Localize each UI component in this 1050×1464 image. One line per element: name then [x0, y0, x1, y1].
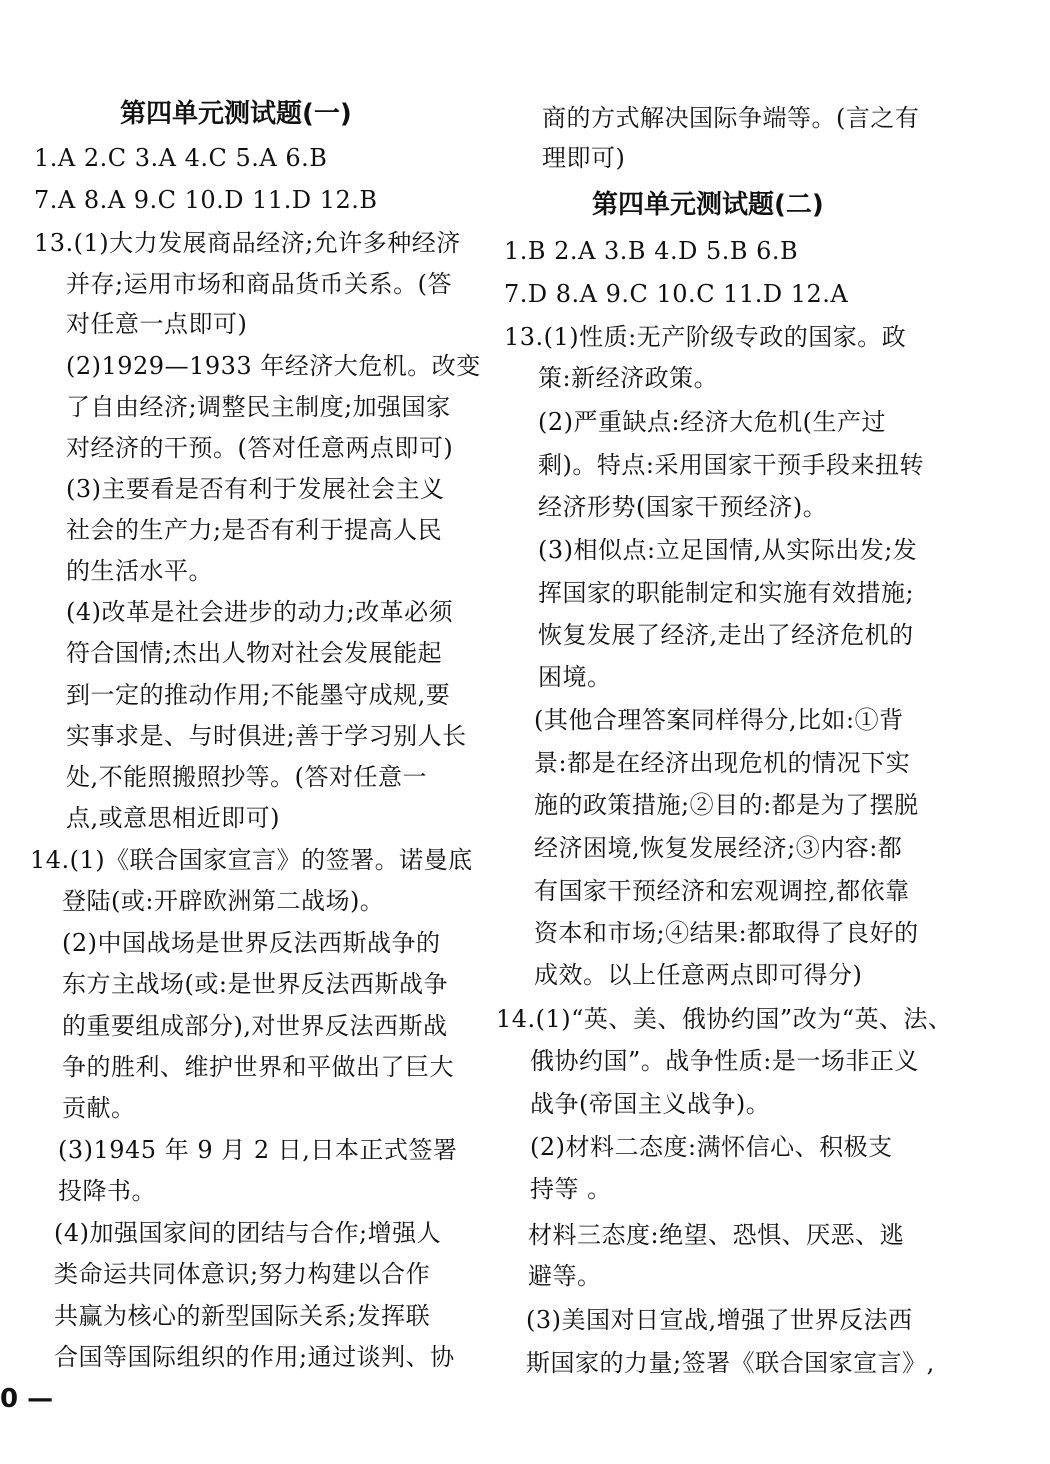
- answer-line: 投降书。: [58, 1177, 156, 1205]
- answer-line: (2)中国战场是世界反法西斯战争的: [62, 929, 441, 957]
- answer-line: 争的胜利、维护世界和平做出了巨大: [62, 1053, 454, 1081]
- answer-line: 1.A 2.C 3.A 4.C 5.A 6.B: [34, 144, 328, 172]
- answer-line: (3)美国对日宣战,增强了世界反法西: [526, 1306, 913, 1334]
- answer-line: 贡献。: [62, 1094, 136, 1122]
- answer-line: 7.A 8.A 9.C 10.D 11.D 12.B: [34, 186, 378, 214]
- answer-line: 避等。: [528, 1262, 602, 1290]
- answer-line: (2)严重缺点:经济大危机(生产过: [538, 408, 886, 436]
- answer-line: 景:都是在经济出现危机的情况下实: [534, 749, 911, 777]
- answer-line: 经济困境,恢复发展经济;③内容:都: [534, 834, 903, 862]
- answer-line: 了自由经济;调整民主制度;加强国家: [66, 393, 451, 421]
- answer-line: 成效。以上任意两点即可得分): [534, 961, 863, 989]
- answer-line: 14.(1)“英、美、俄协约国”改为“英、法、: [496, 1005, 953, 1033]
- answer-line: 点,或意思相近即可): [66, 804, 280, 832]
- answer-line: (4)加强国家间的团结与合作;增强人: [54, 1219, 442, 1247]
- page-number: 0 —: [0, 1384, 54, 1414]
- answer-line: 社会的生产力;是否有利于提高人民: [66, 516, 443, 544]
- answer-line: 的重要组成部分),对世界反法西斯战: [62, 1012, 448, 1040]
- answer-line: (4)改革是社会进步的动力;改革必须: [66, 598, 454, 626]
- answer-line: 经济形势(国家干预经济)。: [538, 493, 828, 521]
- answer-line: 处,不能照搬照抄等。(答对任意一: [66, 763, 427, 791]
- answer-line: 的生活水平。: [66, 557, 213, 585]
- answer-line: 东方主战场(或:是世界反法西斯战争: [62, 970, 448, 998]
- answer-line: 资本和市场;④结果:都取得了良好的: [534, 919, 919, 947]
- answer-line: 类命运共同体意识;努力构建以合作: [54, 1260, 431, 1288]
- answer-line: 对经济的干预。(答对任意两点即可): [66, 434, 454, 462]
- answer-line: 材料三态度:绝望、恐惧、厌恶、逃: [528, 1221, 905, 1249]
- answer-line: 恢复发展了经济,走出了经济危机的: [538, 621, 914, 649]
- answer-line: 合国等国际组织的作用;通过谈判、协: [54, 1343, 455, 1371]
- answer-line: 施的政策措施;②目的:都是为了摆脱: [534, 791, 919, 819]
- answer-line: 俄协约国”。战争性质:是一场非正义: [530, 1047, 919, 1075]
- answer-line: (3)1945 年 9 月 2 日,日本正式签署: [58, 1136, 458, 1164]
- answer-line: 13.(1)性质:无产阶级专政的国家。政: [504, 323, 907, 351]
- answer-line: 商的方式解决国际争端等。(言之有: [542, 104, 920, 132]
- answer-line: 困境。: [538, 663, 612, 691]
- answer-line: 理即可): [542, 144, 626, 172]
- answer-line: 战争(帝国主义战争)。: [530, 1090, 771, 1118]
- answer-line: 持等 。: [530, 1175, 612, 1203]
- answer-line: 实事求是、与时俱进;善于学习别人长: [66, 722, 467, 750]
- answer-line: (3)相似点:立足国情,从实际出发;发: [538, 536, 918, 564]
- answer-line: 到一定的推动作用;不能墨守成规,要: [66, 681, 451, 709]
- answer-line: 对任意一点即可): [66, 310, 248, 338]
- answer-line: 14.(1)《联合国家宣言》的签署。诺曼底: [30, 846, 473, 874]
- answer-line: 7.D 8.A 9.C 10.C 11.D 12.A: [504, 280, 849, 308]
- answer-line: (2)材料二态度:满怀信心、积极支: [530, 1133, 893, 1161]
- answer-line: 13.(1)大力发展商品经济;允许多种经济: [34, 229, 461, 257]
- answer-line: 挥国家的职能制定和实施有效措施;: [538, 579, 915, 607]
- answer-line: 共赢为核心的新型国际关系;发挥联: [54, 1302, 431, 1330]
- answer-line: (其他合理答案同样得分,比如:①背: [534, 706, 904, 734]
- answer-line: 策:新经济政策。: [538, 364, 719, 392]
- answer-line: 斯国家的力量;签署《联合国家宣言》,: [526, 1349, 935, 1377]
- section-title-unit4-test1: 第四单元测试题(一): [120, 99, 352, 129]
- answer-line: 符合国情;杰出人物对社会发展能起: [66, 639, 443, 667]
- answer-line: (3)主要看是否有利于发展社会主义: [66, 475, 445, 503]
- answer-line: 登陆(或:开辟欧洲第二战场)。: [62, 887, 385, 915]
- answer-line: 并存;运用市场和商品货币关系。(答: [66, 270, 452, 298]
- section-title-unit4-test2: 第四单元测试题(二): [592, 190, 824, 220]
- answer-line: (2)1929—1933 年经济大危机。改变: [66, 352, 481, 380]
- answer-line: 剩)。特点:采用国家干预手段来扭转: [538, 451, 924, 479]
- answer-line: 有国家干预经济和宏观调控,都依靠: [534, 877, 910, 905]
- answer-line: 1.B 2.A 3.B 4.D 5.B 6.B: [504, 237, 799, 265]
